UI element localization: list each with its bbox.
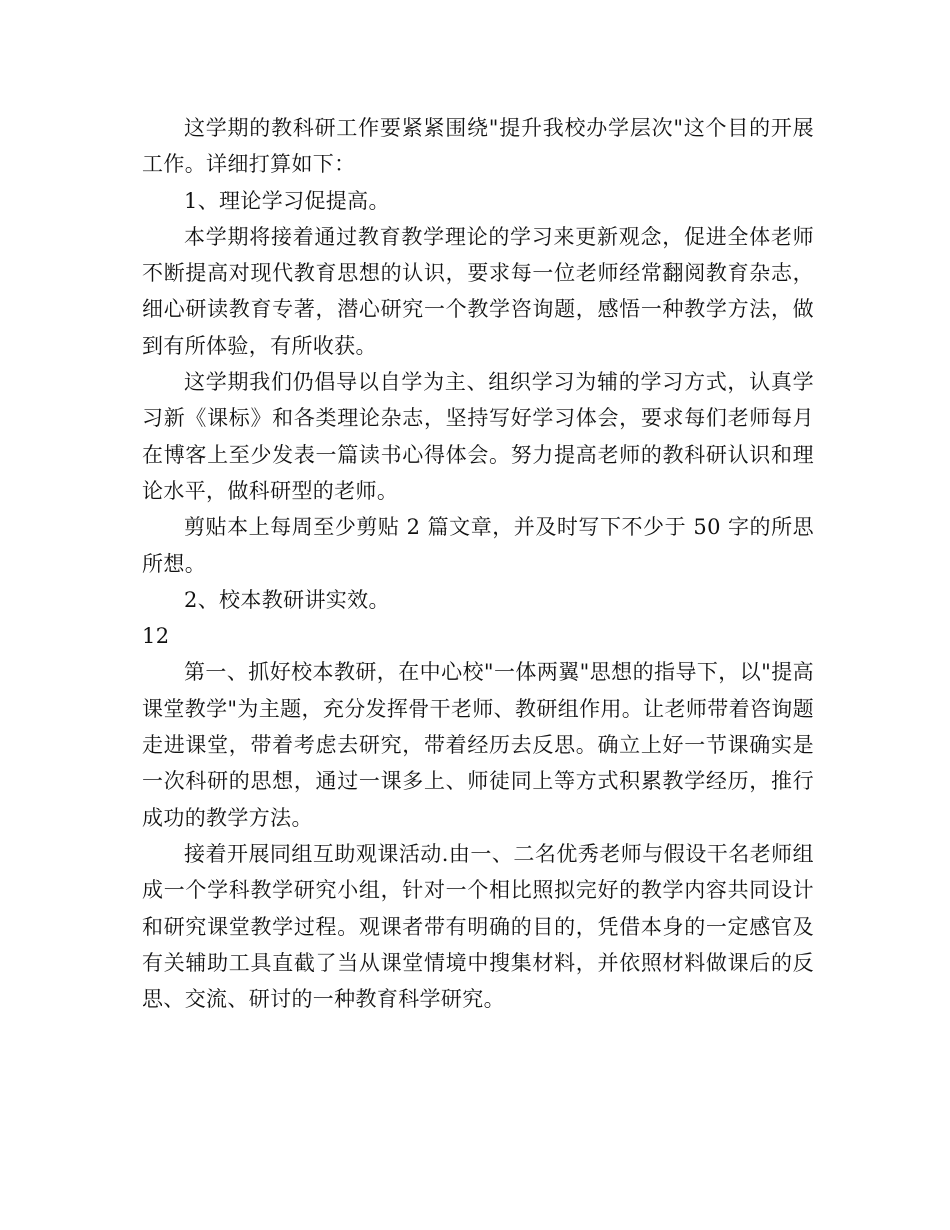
paragraph-school-research: 第一、抓好校本教研，在中心校"一体两翼"思想的指导下，以"提高课堂教学"为主题，充分发挥骨干老师、教研组作用。让老师带着咨询题走进课堂，带着考虑去研究，带着经历去反思。确立上好一节课确实是一次科研的思想，通过一课多上、师徒同上等方式积累教学经历，推行成功的教学方法。: [142, 660, 814, 830]
paragraph-theory-study: 本学期将接着通过教育教学理论的学习来更新观念，促进全体老师不断提高对现代教育思想的认识，要求每一位老师经常翻阅教育杂志，细心研读教育专著，潜心研究一个教学咨询题，感悟一种教学方法，做到有所体验，有所收获。: [142, 224, 814, 358]
paragraph-peer-observation: 接着开展同组互助观课活动.由一、二名优秀老师与假设干名老师组成一个学科教学研究小组，针对一个相比照拟完好的教学内容共同设计和研究课堂教学过程。观课者带有明确的目的，凭借本身的一定感官及有关辅助工具直截了当从课堂情境中搜集材料，并依照材料做课后的反思、交流、研讨的一种教育科学研究。: [142, 841, 814, 1012]
page-number: 12: [142, 624, 170, 649]
paragraph-self-study: 这学期我们仍倡导以自学为主、组织学习为辅的学习方式，认真学习新《课标》和各类理论杂志，坚持写好学习体会，要求每们老师每月在博客上至少发表一篇读书心得体会。努力提高老师的教科研认识和理论水平，做科研型的老师。: [142, 370, 814, 503]
document-body: [142, 110, 814, 1017]
heading-theory-study: 1、理论学习促提高。: [184, 188, 390, 213]
paragraph-intro: 这学期的教科研工作要紧紧围绕"提升我校办学层次"这个目的开展工作。详细打算如下：: [142, 116, 814, 177]
heading-school-research: 2、校本教研讲实效。: [184, 587, 390, 612]
paragraph-scrapbook: 剪贴本上每周至少剪贴 2 篇文章，并及时写下不少于 50 字的所思所想。: [142, 515, 814, 576]
